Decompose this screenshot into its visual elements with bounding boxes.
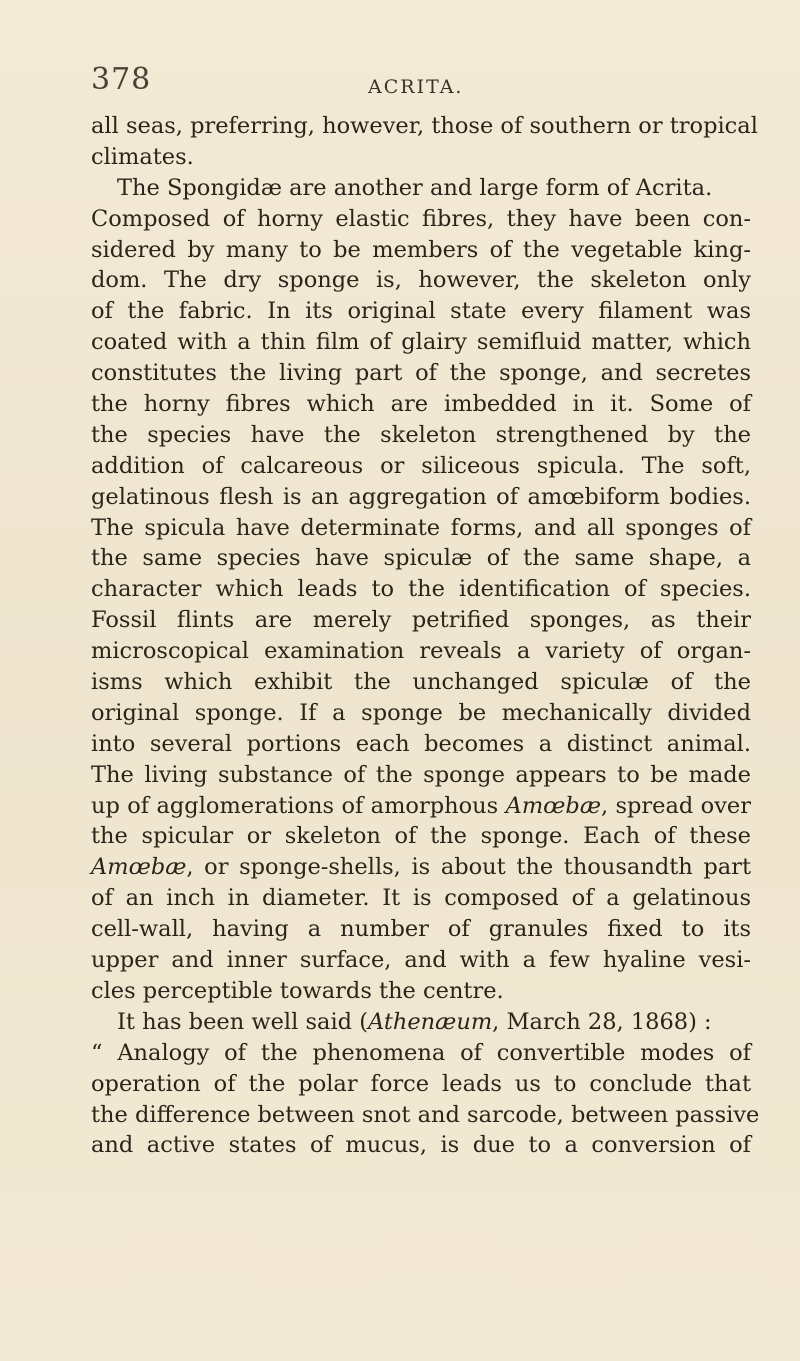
text-line: The spicula have determinate forms, and all sponges of bbox=[91, 514, 751, 541]
text-line: Fossil flints are merely petrified sponges, as their bbox=[91, 607, 751, 634]
italic-word: Amœbæ bbox=[91, 854, 187, 881]
text-line: cles perceptible towards the centre. bbox=[91, 977, 504, 1004]
text-line: character which leads to the identification of species. bbox=[91, 576, 751, 603]
text-line: Amœbæ, or sponge-shells, is about the thousandth part bbox=[91, 854, 751, 881]
page-number: 378 bbox=[91, 62, 152, 97]
text-line: of an inch in diameter. It is composed of a gelatinous bbox=[91, 885, 751, 912]
text-line: microscopical examination reveals a variety of organ- bbox=[91, 638, 751, 665]
text-line: “ Analogy of the phenomena of convertible modes of bbox=[91, 1039, 751, 1066]
text-line: sidered by many to be members of the vegetable king- bbox=[91, 236, 751, 263]
italic-word: Amœbæ bbox=[505, 792, 601, 819]
text-line: The Spongidæ are another and large form of Acrita. bbox=[117, 174, 713, 201]
text-line: operation of the polar force leads us to conclude that bbox=[91, 1070, 751, 1097]
text-line: original sponge. If a sponge be mechanically divided bbox=[91, 699, 751, 726]
text-line: the difference between snot and sarcode, between passive bbox=[91, 1101, 760, 1128]
text-line: and active states of mucus, is due to a conversion of bbox=[91, 1132, 751, 1159]
text-line: isms which exhibit the unchanged spiculæ of the bbox=[91, 669, 751, 696]
text-line: into several portions each becomes a distinct animal. bbox=[91, 730, 751, 757]
text-line: the horny fibres which are imbedded in it. Some of bbox=[91, 391, 751, 418]
text-line: gelatinous flesh is an aggregation of amœbiform bodies. bbox=[91, 483, 751, 510]
running-head: ACRITA. bbox=[368, 76, 464, 98]
text-line: coated with a thin film of glairy semifluid matter, which bbox=[91, 329, 751, 356]
text-line: the spicular or skeleton of the sponge. Each of these bbox=[91, 823, 751, 850]
text-line: climates. bbox=[91, 143, 194, 170]
text-line: dom. The dry sponge is, however, the skeleton only bbox=[91, 267, 751, 294]
italic-word: Athenæum bbox=[367, 1008, 493, 1035]
text-line: The living substance of the sponge appears to be made bbox=[91, 761, 751, 788]
body-text bbox=[91, 111, 760, 1161]
text-line: Composed of horny elastic fibres, they have been con- bbox=[91, 205, 751, 232]
text-line: the species have the skeleton strengthened by the bbox=[91, 421, 751, 448]
text-line: of the fabric. In its original state every filament was bbox=[91, 298, 751, 325]
text-line: It has been well said (Athenæum, March 28, 1868) : bbox=[117, 1008, 712, 1035]
text-line: addition of calcareous or siliceous spicula. The soft, bbox=[91, 452, 751, 479]
text-line: cell-wall, having a number of granules fixed to its bbox=[91, 916, 751, 943]
text-line: upper and inner surface, and with a few hyaline vesi- bbox=[91, 947, 751, 974]
text-line: up of agglomerations of amorphous Amœbæ, spread over bbox=[91, 792, 752, 819]
text-line: constitutes the living part of the sponge, and secretes bbox=[91, 360, 751, 387]
text-line: the same species have spiculæ of the same shape, a bbox=[91, 545, 751, 572]
text-line: all seas, preferring, however, those of southern or tropical bbox=[91, 113, 758, 139]
